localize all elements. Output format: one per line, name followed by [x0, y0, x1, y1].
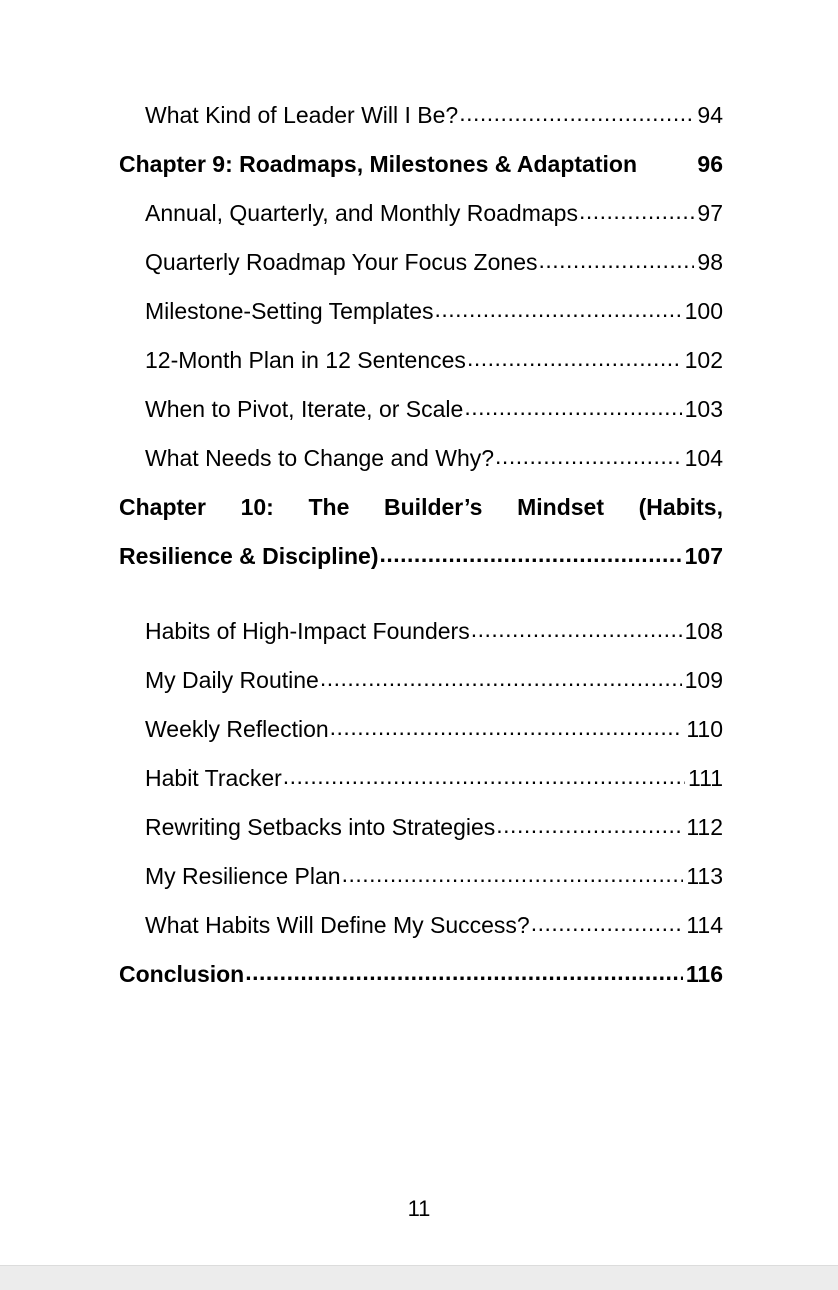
toc-leader-dots: [538, 249, 694, 272]
toc-leader-dots: [435, 298, 682, 321]
toc-entry-page: 113: [686, 863, 723, 889]
toc-entry-title: Weekly Reflection: [145, 716, 329, 742]
toc-entry-page: 100: [684, 298, 723, 324]
toc-title-word: 10:: [240, 494, 274, 520]
toc-entry-title: Quarterly Roadmap Your Focus Zones: [145, 249, 538, 275]
toc-leader-dots: [464, 396, 681, 419]
toc-entry-page: 102: [684, 347, 723, 373]
spacer: [119, 594, 723, 620]
toc-entry-title: When to Pivot, Iterate, or Scale: [145, 396, 464, 422]
toc-entry-title: What Needs to Change and Why?: [145, 445, 495, 471]
toc-title-word: Mindset: [517, 494, 604, 520]
toc-entry-title: My Resilience Plan: [145, 863, 341, 889]
toc-leader-dots: [467, 347, 682, 370]
toc-entry[interactable]: [119, 816, 723, 839]
toc-entry-chapter[interactable]: [119, 496, 723, 568]
toc-title-word: The: [308, 494, 350, 520]
toc-entry-page: 107: [684, 543, 723, 569]
toc-entry-title: Rewriting Setbacks into Strategies: [145, 814, 496, 840]
toc-entry[interactable]: [119, 620, 723, 643]
toc-leader-dots: [579, 200, 694, 223]
toc-entry[interactable]: [119, 914, 723, 937]
toc-leader-dots: [245, 961, 683, 984]
toc-entry-page: 108: [684, 618, 723, 644]
toc-entry[interactable]: [119, 202, 723, 225]
toc-entry-title: Chapter 9: Roadmaps, Milestones & Adaptation: [119, 151, 637, 177]
toc-leader-dots: [330, 716, 684, 739]
toc-entry[interactable]: [119, 398, 723, 421]
toc-entry-page: 96: [697, 151, 723, 177]
toc-entry[interactable]: [119, 104, 723, 127]
toc-entry-title: What Kind of Leader Will I Be?: [145, 102, 459, 128]
toc-entry-title-line1: [119, 496, 723, 519]
toc-entry-title-line2: [119, 545, 723, 568]
toc-entry-title: Resilience & Discipline): [119, 543, 379, 569]
toc-entry-title: 12-Month Plan in 12 Sentences: [145, 347, 466, 373]
toc-entry[interactable]: [119, 447, 723, 470]
toc-entry-page: 112: [686, 814, 723, 840]
toc-entry-title: Conclusion: [119, 961, 245, 987]
toc-entry-title: What Habits Will Define My Success?: [145, 912, 530, 938]
toc-leader-dots: [471, 618, 682, 641]
toc-leader-dots: [531, 912, 684, 935]
toc-entry[interactable]: [119, 300, 723, 323]
toc-entry[interactable]: [119, 767, 723, 790]
table-of-contents: [119, 104, 723, 1012]
toc-entry-page: 98: [697, 249, 723, 275]
toc-entry[interactable]: [119, 865, 723, 888]
toc-entry[interactable]: [119, 669, 723, 692]
toc-leader-dots: [342, 863, 684, 886]
toc-entry-chapter[interactable]: [119, 963, 723, 986]
toc-entry-page: 103: [684, 396, 723, 422]
toc-entry-title: Milestone-Setting Templates: [145, 298, 434, 324]
toc-entry-title: Habit Tracker: [145, 765, 282, 791]
page-folio: 11: [407, 1196, 431, 1221]
toc-leader-dots: [283, 765, 685, 788]
toc-entry-chapter[interactable]: [119, 153, 723, 176]
toc-leader-dots: [320, 667, 682, 690]
viewer-bottom-band: [0, 1265, 838, 1290]
toc-entry-page: 109: [684, 667, 723, 693]
toc-entry-title: Habits of High-Impact Founders: [145, 618, 470, 644]
toc-entry-page: 94: [697, 102, 723, 128]
toc-title-word: (Habits,: [638, 494, 723, 520]
toc-leader-dots: [495, 445, 682, 468]
toc-entry[interactable]: [119, 251, 723, 274]
toc-entry-page: 97: [697, 200, 723, 226]
toc-entry-title: Annual, Quarterly, and Monthly Roadmaps: [145, 200, 578, 226]
toc-entry-title: My Daily Routine: [145, 667, 319, 693]
toc-entry[interactable]: [119, 718, 723, 741]
toc-entry-page: 110: [686, 716, 723, 742]
toc-entry-page: 116: [685, 961, 723, 987]
toc-leader-dots: [496, 814, 683, 837]
toc-entry-page: 104: [684, 445, 723, 471]
toc-entry-page: 111: [688, 765, 723, 791]
toc-title-word: Chapter: [119, 494, 206, 520]
toc-entry-page: 114: [686, 912, 723, 938]
toc-title-word: Builder’s: [384, 494, 483, 520]
toc-leader-dots: [459, 102, 694, 125]
toc-entry[interactable]: [119, 349, 723, 372]
toc-leader-dots: [379, 543, 681, 566]
